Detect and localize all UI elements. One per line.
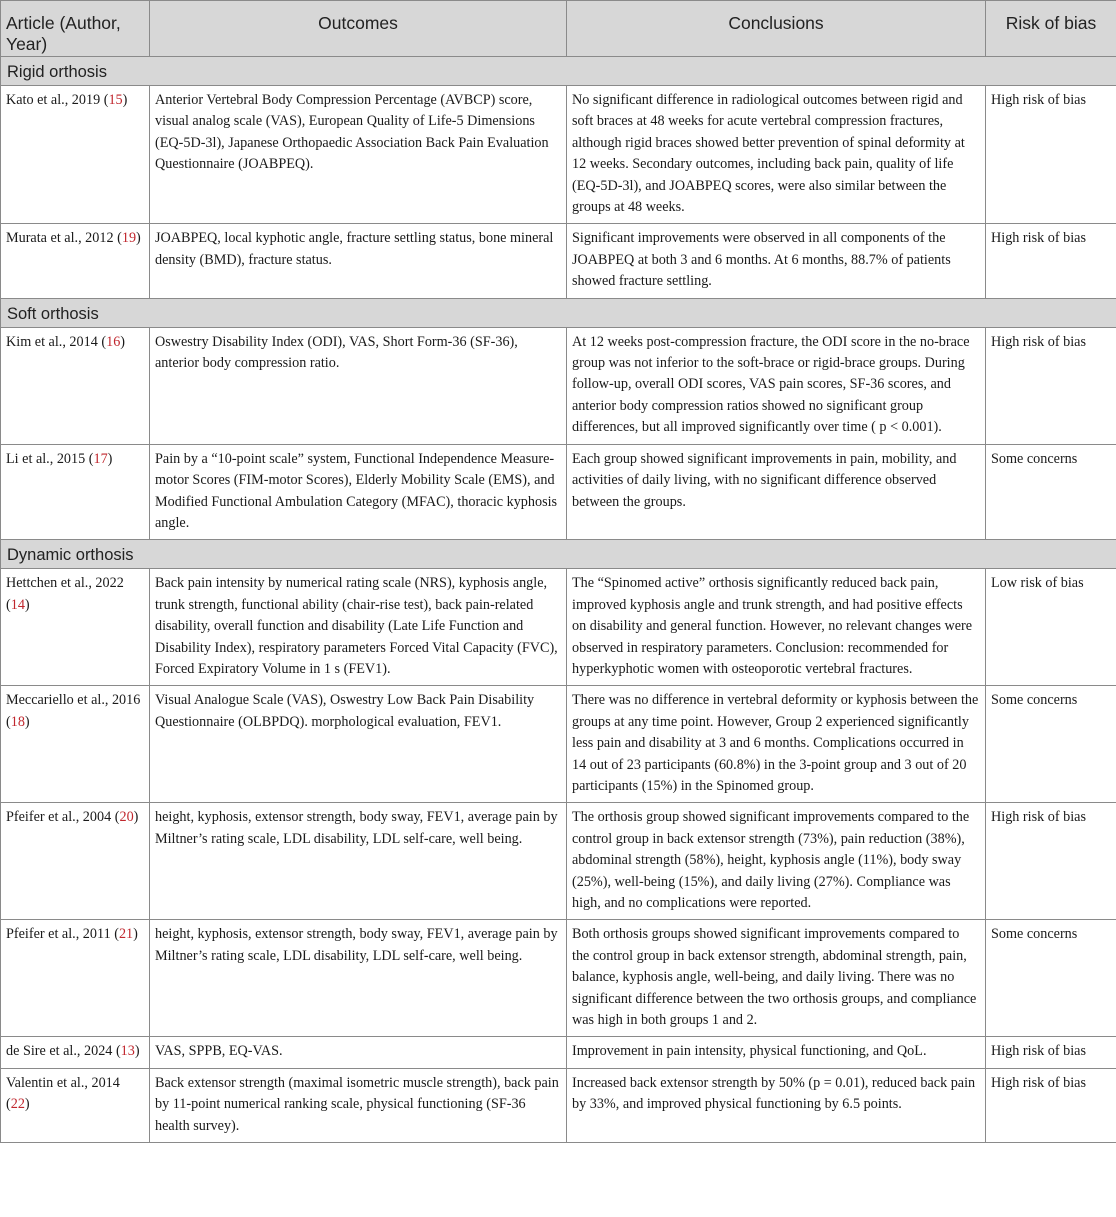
conclusions-cell: Improvement in pain intensity, physical functioning, and QoL.: [567, 1037, 986, 1068]
group-label: Dynamic orthosis: [1, 540, 1116, 569]
reference-link[interactable]: 22: [10, 1096, 25, 1113]
article-cell: Valentin et al., 2014 (22): [1, 1068, 150, 1142]
article-cell: Li et al., 2015 (17): [1, 444, 150, 540]
author-year: Valentin et al., 2014: [6, 1074, 120, 1091]
risk-of-bias-cell: High risk of bias: [986, 327, 1116, 444]
group-row: [1, 540, 1116, 569]
conclusions-cell: Increased back extensor strength by 50% (p = 0.01), reduced back pain by 33%, and improved physical functioning by 6.5 points.: [567, 1068, 986, 1142]
article-cell: Kim et al., 2014 (16): [1, 327, 150, 444]
reference-link[interactable]: 15: [108, 92, 123, 108]
header-risk-of-bias: Risk of bias: [986, 1, 1116, 57]
author-year: Hettchen et al., 2022: [6, 575, 124, 592]
risk-of-bias-cell: Some concerns: [986, 444, 1116, 540]
article-cell: Pfeifer et al., 2004 (20): [1, 803, 150, 920]
table-row: [1, 1068, 1116, 1142]
author-year: Pfeifer et al., 2011: [6, 926, 111, 943]
reference-link[interactable]: 13: [120, 1043, 135, 1060]
article-cell: Pfeifer et al., 2011 (21): [1, 920, 150, 1037]
article-cell: de Sire et al., 2024 (13): [1, 1037, 150, 1068]
risk-of-bias-cell: Some concerns: [986, 686, 1116, 803]
risk-of-bias-cell: Low risk of bias: [986, 569, 1116, 686]
header-article: Article (Author, Year): [1, 1, 150, 57]
header-outcomes: Outcomes: [150, 1, 567, 57]
header-row: [1, 1, 1116, 57]
outcomes-cell: height, kyphosis, extensor strength, body sway, FEV1, average pain by Miltner’s rating scale, LDL disability, LDL self-care, well being.: [150, 803, 567, 920]
conclusions-cell: Significant improvements were observed in all components of the JOABPEQ at both 3 and 6 months. At 6 months, 88.7% of patients showed fracture settling.: [567, 224, 986, 298]
conclusions-cell: Both orthosis groups showed significant improvements compared to the control group in back extensor strength, abdominal strength, pain, balance, kyphosis angle, well-being, and daily living. There was no significant difference between the two orthosis groups, and compliance was high in both groups 1 and 2.: [567, 920, 986, 1037]
group-row: [1, 57, 1116, 86]
article-cell: Kato et al., 2019 (15): [1, 86, 150, 224]
reference-link[interactable]: 14: [10, 596, 25, 613]
table-row: [1, 86, 1116, 224]
author-year: de Sire et al., 2024: [6, 1043, 113, 1060]
table-row: [1, 569, 1116, 686]
outcomes-cell: Visual Analogue Scale (VAS), Oswestry Low Back Pain Disability Questionnaire (OLBPDQ). morphological evaluation, FEV1.: [150, 686, 567, 803]
reference-link[interactable]: 19: [121, 230, 137, 247]
author-year: Pfeifer et al., 2004: [6, 809, 112, 826]
outcomes-cell: height, kyphosis, extensor strength, body sway, FEV1, average pain by Miltner’s rating scale, LDL disability, LDL self-care, well being.: [150, 920, 567, 1037]
article-cell: Hettchen et al., 2022 (14): [1, 569, 150, 686]
table-row: [1, 444, 1116, 540]
outcomes-cell: Back pain intensity by numerical rating scale (NRS), kyphosis angle, trunk strength, functional ability (chair-rise test), back pain-related disability, overall function and disability (Late Life Function and Disability Index), respiratory parameters Forced Vital Capacity (FVC), Forced Expiratory Volume in 1 s (FEV1).: [150, 569, 567, 686]
header-conclusions: Conclusions: [567, 1, 986, 57]
risk-of-bias-cell: High risk of bias: [986, 1037, 1116, 1068]
risk-of-bias-cell: High risk of bias: [986, 224, 1116, 298]
table-row: [1, 920, 1116, 1037]
risk-of-bias-cell: High risk of bias: [986, 803, 1116, 920]
reference-link[interactable]: 17: [93, 450, 108, 467]
risk-of-bias-cell: High risk of bias: [986, 1068, 1116, 1142]
outcomes-cell: Oswestry Disability Index (ODI), VAS, Short Form-36 (SF-36), anterior body compression ratio.: [150, 327, 567, 444]
table-row: [1, 686, 1116, 803]
outcomes-cell: Anterior Vertebral Body Compression Percentage (AVBCP) score, visual analog scale (VAS), European Quality of Life-5 Dimensions (EQ-5D-3l), Japanese Orthopaedic Association Back Pain Evaluation Questionnaire (JOABPEQ).: [150, 86, 567, 224]
reference-link[interactable]: 16: [106, 333, 121, 350]
group-label: Rigid orthosis: [1, 57, 1116, 86]
risk-of-bias-cell: Some concerns: [986, 920, 1116, 1037]
risk-of-bias-cell: High risk of bias: [986, 86, 1116, 224]
article-cell: Meccariello et al., 2016 (18): [1, 686, 150, 803]
author-year: Meccariello et al., 2016: [6, 692, 141, 709]
conclusions-cell: At 12 weeks post-compression fracture, the ODI score in the no-brace group was not inferior to the soft-brace or rigid-brace groups. During follow-up, overall ODI scores, VAS pain scores, SF-36 scores, and anterior body compression ratios showed no significant group differences, but all improved significantly over time ( p < 0.001).: [567, 327, 986, 444]
outcomes-cell: Pain by a “10-point scale” system, Functional Independence Measure-motor Scores (FIM-motor Scores), Elderly Mobility Scale (EMS), and Modified Functional Ambulation Category (MFAC), thoracic kyphosis angle.: [150, 444, 567, 540]
group-row: [1, 298, 1116, 327]
article-cell: Murata et al., 2012 (19): [1, 224, 150, 298]
author-year: Kato et al., 2019: [6, 92, 101, 108]
author-year: Kim et al., 2014: [6, 333, 98, 350]
outcomes-cell: VAS, SPPB, EQ-VAS.: [150, 1037, 567, 1068]
reference-link[interactable]: 20: [119, 809, 134, 826]
reference-link[interactable]: 18: [10, 713, 25, 730]
conclusions-cell: The “Spinomed active” orthosis significantly reduced back pain, improved kyphosis angle and trunk strength, and had positive effects on disability and general function. However, no relevant changes were observed in respiratory parameters. Conclusion: recommended for hyperkyphotic women with osteoporotic vertebral fractures.: [567, 569, 986, 686]
reference-link[interactable]: 21: [118, 926, 134, 943]
outcomes-cell: JOABPEQ, local kyphotic angle, fracture settling status, bone mineral density (BMD), fracture status.: [150, 224, 567, 298]
table-row: [1, 1037, 1116, 1068]
table-row: [1, 327, 1116, 444]
author-year: Li et al., 2015: [6, 450, 86, 467]
conclusions-cell: The orthosis group showed significant improvements compared to the control group in back extensor strength (73%), pain reduction (38%), abdominal strength (58%), height, kyphosis angle (11%), body sway (25%), well-being (15%), and daily living (27%). Compliance was high, and no complications were reported.: [567, 803, 986, 920]
conclusions-cell: Each group showed significant improvements in pain, mobility, and activities of daily living, with no significant difference observed between the groups.: [567, 444, 986, 540]
author-year: Murata et al., 2012: [6, 230, 114, 247]
conclusions-cell: No significant difference in radiological outcomes between rigid and soft braces at 48 weeks for acute vertebral compression fractures, although rigid braces showed better prevention of spinal deformity at 12 weeks. Secondary outcomes, including back pain, quality of life (EQ-5D-3l), and JOABPEQ scores, were also similar between the groups at 48 weeks.: [567, 86, 986, 224]
table-row: [1, 224, 1116, 298]
conclusions-cell: There was no difference in vertebral deformity or kyphosis between the groups at any time point. However, Group 2 experienced significantly less pain and disability at 3 and 6 months. Complications occurred in 14 out of 23 participants (60.8%) in the 3-point group and 3 out of 20 participants (15%) in the Spinomed group.: [567, 686, 986, 803]
table-row: [1, 803, 1116, 920]
outcomes-cell: Back extensor strength (maximal isometric muscle strength), back pain by 11-point numerical ranking scale, physical functioning (SF-36 health survey).: [150, 1068, 567, 1142]
group-label: Soft orthosis: [1, 298, 1116, 327]
